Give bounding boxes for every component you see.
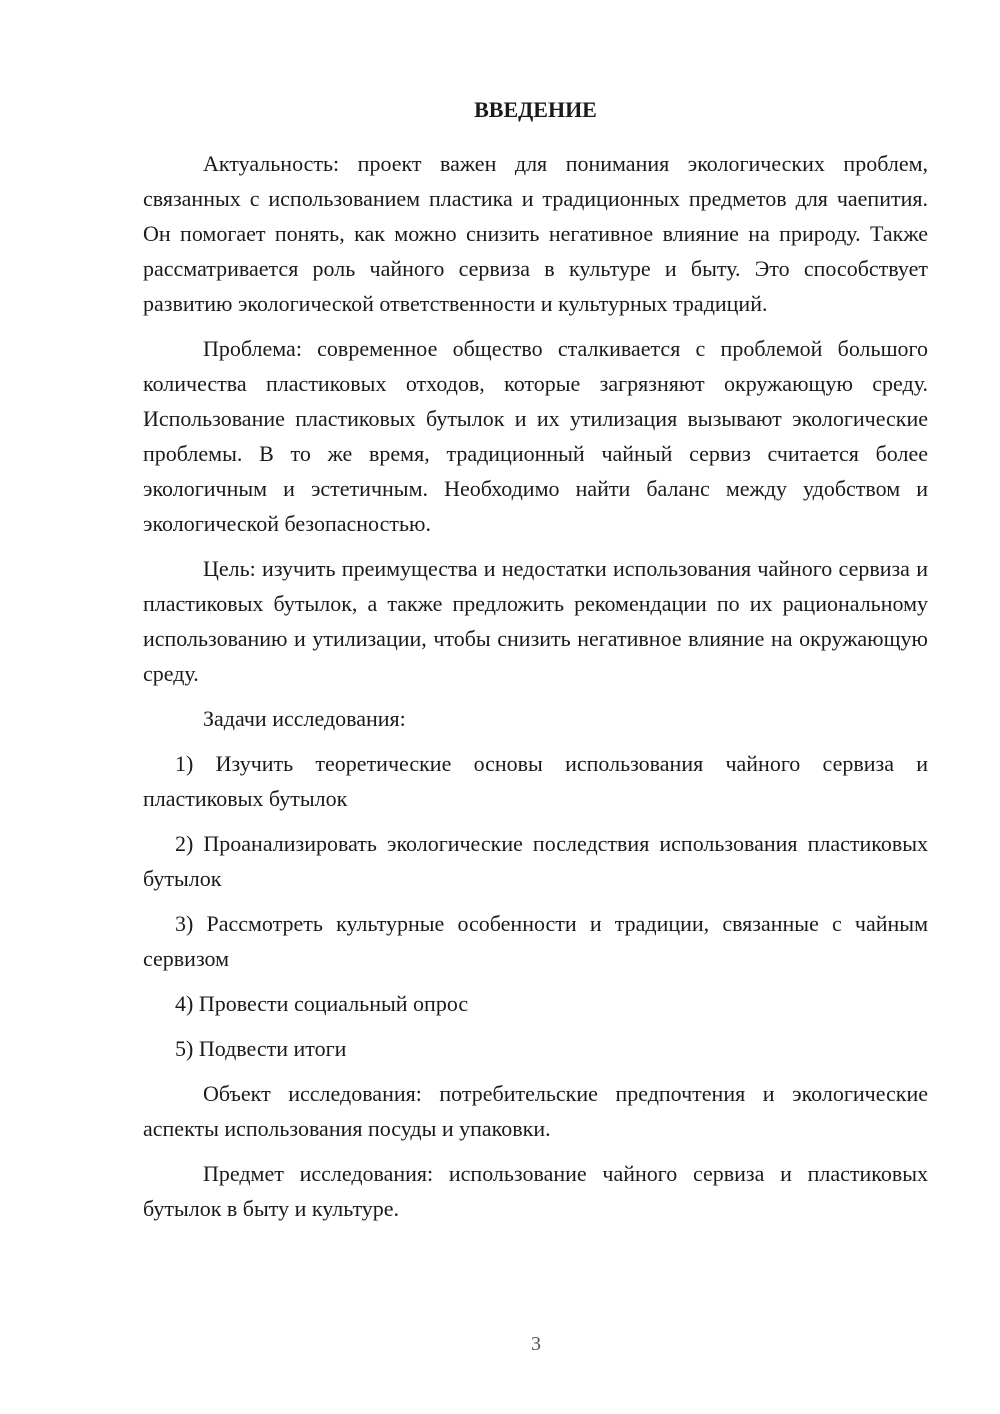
subject-paragraph: Предмет исследования: использование чайного сервиза и пластиковых бутылок в быту и культуре.	[143, 1161, 928, 1221]
tasks-title: Задачи исследования:	[203, 706, 406, 731]
task-item-3: 3) Рассмотреть культурные особенности и традиции, связанные с чайным сервизом	[143, 911, 928, 971]
task-item-2: 2) Проанализировать экологические последствия использования пластиковых бутылок	[143, 831, 928, 891]
relevance-paragraph: Актуальность: проект важен для понимания экологических проблем, связанных с использованием пластика и традиционных предметов для чаепития. Он помогает понять, как можно снизить негативное влияние на природу. Также рассматривается роль чайного сервиза в культуре и быту. Это способствует развитию экологической ответственности и культурных традиций.	[143, 151, 928, 316]
page-number: 3	[531, 1333, 541, 1355]
task-item-5: 5) Подвести итоги	[175, 1036, 347, 1061]
task-item-1: 1) Изучить теоретические основы использования чайного сервиза и пластиковых бутылок	[143, 751, 928, 811]
section-heading: ВВЕДЕНИЕ	[474, 97, 597, 122]
task-item-4: 4) Провести социальный опрос	[175, 991, 469, 1016]
problem-paragraph: Проблема: современное общество сталкивается с проблемой большого количества пластиковых отходов, которые загрязняют окружающую среду. Использование пластиковых бутылок и их утилизация вызывают экологические проблемы. В то же время, традиционный чайный сервиз считается более экологичным и эстетичным. Необходимо найти баланс между удобством и экологической безопасностью.	[143, 336, 928, 536]
object-paragraph: Объект исследования: потребительские предпочтения и экологические аспекты использования посуды и упаковки.	[143, 1081, 928, 1141]
goal-paragraph: Цель: изучить преимущества и недостатки использования чайного сервиза и пластиковых бутылок, а также предложить рекомендации по их рациональному использованию и утилизации, чтобы снизить негативное влияние на окружающую среду.	[143, 556, 928, 686]
document-page	[143, 92, 928, 1236]
